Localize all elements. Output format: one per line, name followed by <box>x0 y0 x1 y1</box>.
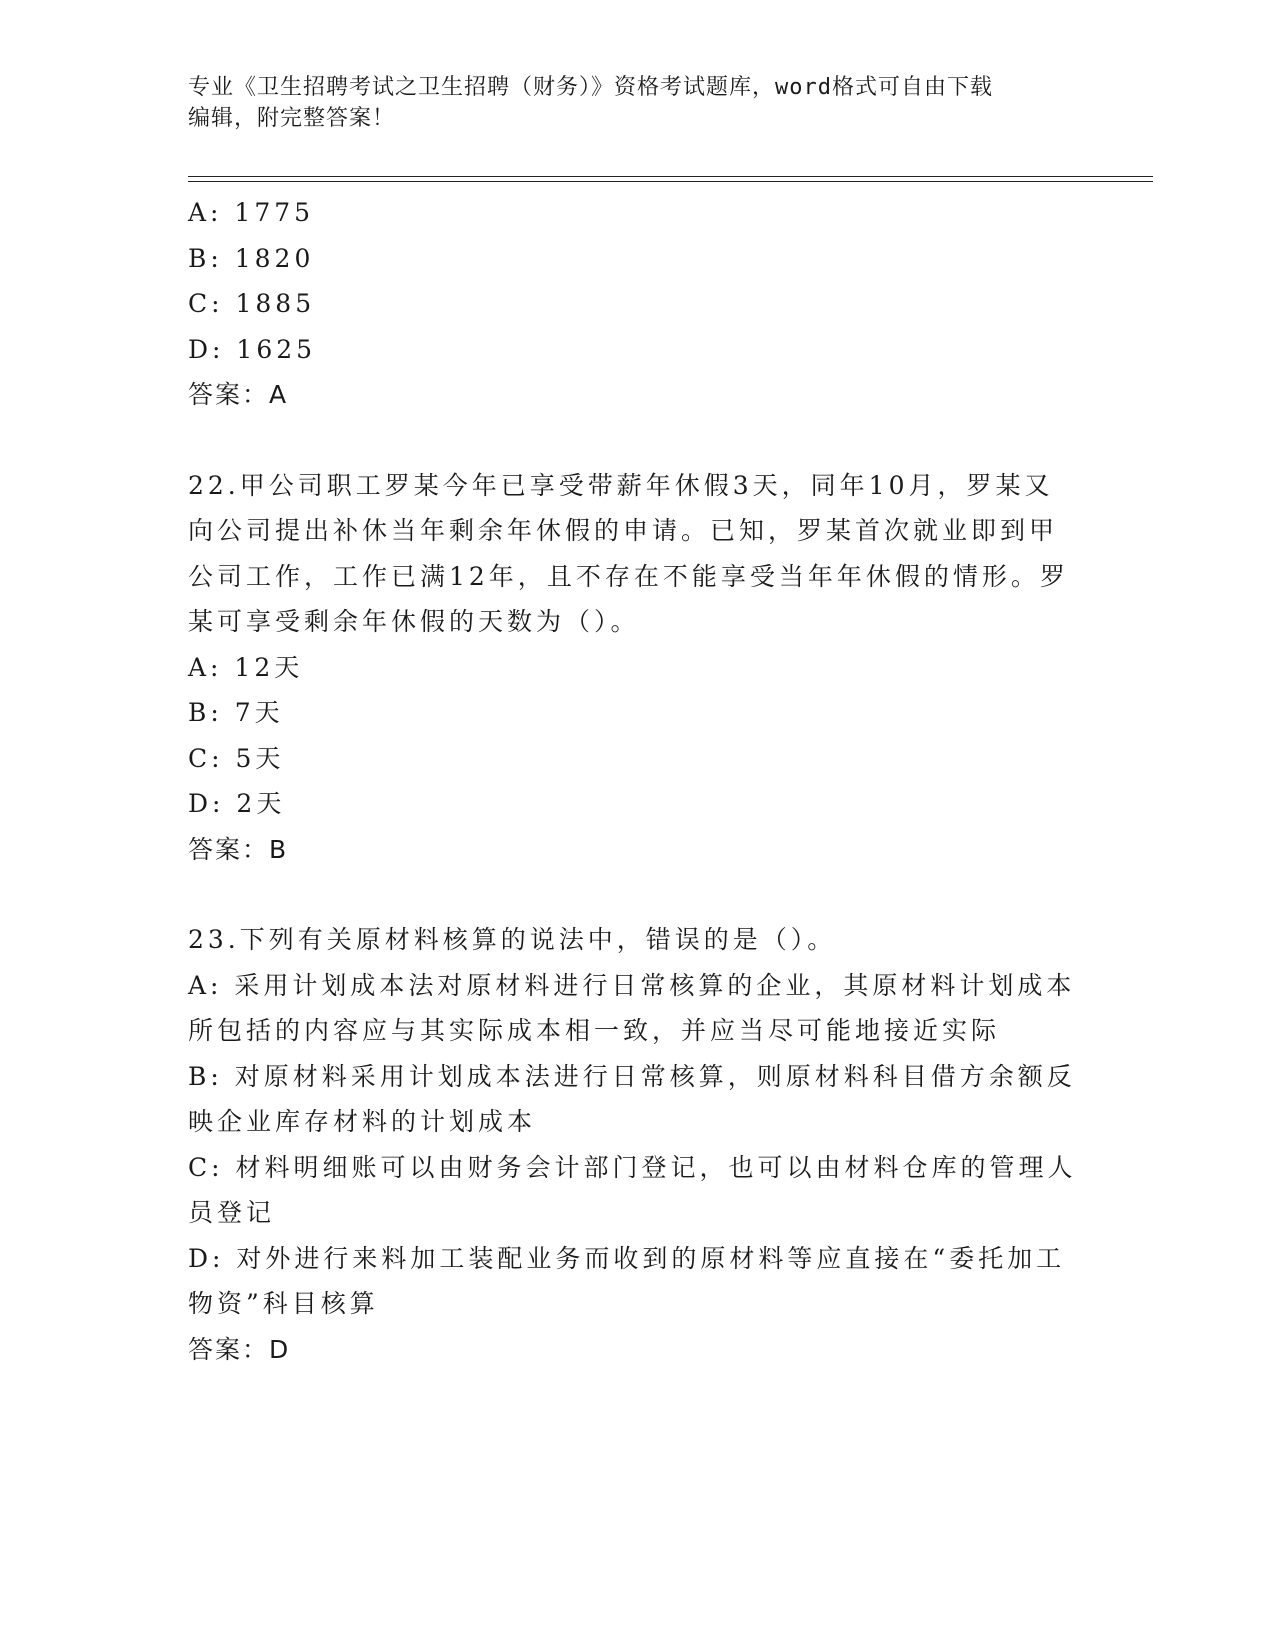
header-rule-top <box>188 176 1153 177</box>
q23-option-c-line-2: 员登记 <box>188 1198 276 1227</box>
q23-option-a-line-1: A: 采用计划成本法对原材料进行日常核算的企业，其原材料计划成本 <box>188 970 1076 1000</box>
q21-option-a: A: 1775 <box>188 198 315 227</box>
q23-option-b-line-2: 映企业库存材料的计划成本 <box>188 1107 537 1136</box>
q23-option-a-line-2: 所包括的内容应与其实际成本相一致，并应当尽可能地接近实际 <box>188 1016 1001 1045</box>
q22-stem-line-1: 22.甲公司职工罗某今年已享受带薪年休假3天，同年10月，罗某又 <box>188 470 1054 500</box>
q22-stem-line-3: 公司工作，工作已满12年，且不存在不能享受当年年休假的情形。罗 <box>188 561 1069 591</box>
q22-stem-line-4: 某可享受剩余年休假的天数为（）。 <box>188 607 640 636</box>
q22-stem-line-2: 向公司提出补休当年剩余年休假的申请。已知，罗某首次就业即到甲 <box>188 516 1059 545</box>
question-22 <box>188 463 1078 873</box>
q23-option-b-line-1: B: 对原材料采用计划成本法进行日常核算，则原材料科目借方余额反 <box>188 1061 1076 1091</box>
document-header <box>188 72 1068 134</box>
question-23 <box>188 917 1078 1372</box>
q21-option-b: B: 1820 <box>188 243 315 273</box>
header-rule-bottom <box>188 181 1153 182</box>
question-content <box>188 190 1078 1372</box>
q22-answer: 答案：B <box>188 834 289 864</box>
q23-stem-line-1: 23.下列有关原材料核算的说法中，错误的是（）。 <box>188 925 837 954</box>
question-21 <box>188 190 1078 418</box>
q21-answer: 答案：A <box>188 380 289 409</box>
q22-option-d: D: 2天 <box>188 789 286 818</box>
q23-answer: 答案：D <box>188 1334 291 1364</box>
q22-option-b: B: 7天 <box>188 698 284 727</box>
header-line-2: 编辑，附完整答案！ <box>188 106 396 131</box>
spacer <box>188 418 1078 463</box>
header-line-1: 专业《卫生招聘考试之卫生招聘（财务）》资格考试题库，word格式可自由下载 <box>188 75 993 100</box>
q23-option-d-line-2: 物资”科目核算 <box>188 1289 379 1318</box>
q22-option-a: A: 12天 <box>188 652 304 682</box>
q23-option-c-line-1: C: 材料明细账可以由财务会计部门登记，也可以由材料仓库的管理人 <box>188 1152 1077 1182</box>
q21-option-d: D: 1625 <box>188 334 317 364</box>
q22-option-c: C: 5天 <box>188 743 285 773</box>
q21-option-c: C: 1885 <box>188 289 316 318</box>
spacer <box>188 872 1078 917</box>
q23-option-d-line-1: D: 对外进行来料加工装配业务而收到的原材料等应直接在“委托加工 <box>188 1243 1066 1273</box>
